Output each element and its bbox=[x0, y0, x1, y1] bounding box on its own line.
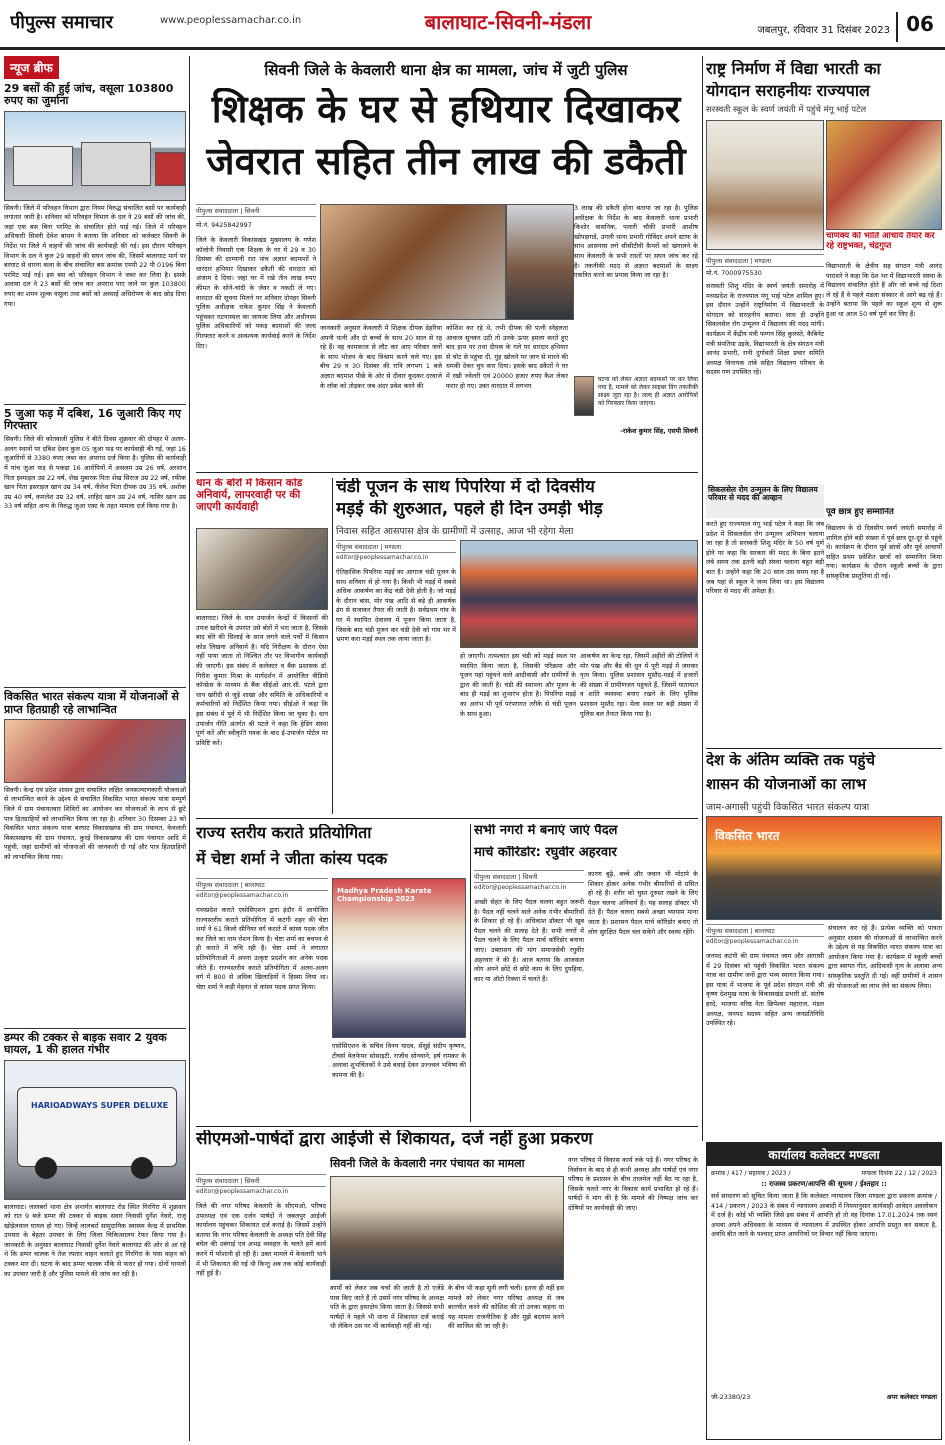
sp-portrait-photo bbox=[574, 376, 594, 416]
bus-accident-photo bbox=[4, 1060, 186, 1200]
notice-footer-ref: जी-23380/23 bbox=[711, 1393, 751, 1401]
marg-byline: पीपुल्स संवाददाता | सिवनी bbox=[474, 870, 584, 883]
robbery-scene-photo bbox=[320, 204, 506, 320]
marg-email[interactable]: editor@peoplessamachar.co.in bbox=[474, 884, 567, 891]
edition-title: बालाघाट-सिवनी-मंडला bbox=[424, 10, 592, 34]
councillors-photo bbox=[330, 1176, 564, 1280]
yatra-headline-line1: देश के अंतिम व्यक्ति तक पहुंचे bbox=[706, 752, 876, 769]
dhaan-headline: धान के बोरों में किसान कोड अनिवार्य, लापरवाही पर की जाएगी कार्यवाही bbox=[196, 478, 303, 513]
yatra-col1: जनपद कटंगी की ग्राम पंचायत जाम और आगासी में 29 दिसंबर को पहुंची विकसित भारत संकल्प यात्रा का ग्रामीण जनों द्वारा भव्य स्वागत किया गया। इस यात्रा में भाजपा के पूर्व प्रदेश संगठन मंत्री श्री कृष्ण देशमुख यात्रा के विकासखंड प्रभारी डॉ. संतोष हरदे, भाजपा वरिष्ठ नेता छिपेश्वर महाराज, मंडल अध्यक्ष, जनपद सदस्य सहित अन्य जनप्रतिनिधि उपस्थित रहे। bbox=[706, 952, 824, 1028]
chandi-col3: आकर्षण का केन्द्र रहा, जिसमें अहीरों की टोलियों ने मोर पंख और बैंड की धुन में पूरी मड़ई में जमकर नृत्य किया। पुलिस प्रशासन मुस्तैद-मड़ई में हजारों की संख्या में ग्रामीणजन पहुंचते हैं, जिसमें यातायात व शांति व्यवस्था बनाए रखने के लिए पुलिस प्रशासन मुस्तैद रहा। मेला स्थल पर बड़ी संख्या में पुलिस बल तैनात किया गया है। bbox=[580, 652, 698, 718]
section-divider bbox=[196, 818, 698, 819]
ceo-col3: के बीच भी कहा सुनी लगी चली। इतना ही नहीं इस मामले को लेकर नगर परिषद अध्यक्ष से जब बातचीत करने की कोशिश की तो उनका कहना था यह मामला राजनीतिक है और मुझे बदनाम करने की साजिश की जा रही है। bbox=[448, 1284, 564, 1331]
brief-2-headline: 5 जुआ फड़ में दबिश, 16 जुआरी किए गए गिरफ्तार bbox=[4, 404, 186, 433]
dhaan-body: बालाघाट। जिले के धान उपार्जन केन्द्रों में किसानों की उपज खरीदने के उपरांत उसे बोरों में भरा जाता है, जिसके बाद बोरे की सिलाई के साथ लगने वाले पर्चों में किसान कोड लिखना अनिवार्य है। यदि निरीक्षण के दौरान ऐसा नहीं पाया जाता तो निश्चित तौर पर विभागीय कार्यवाही की जाएगी। इस संबंध में कलेक्टर व बैंक प्रशासक डॉ. गिरीश कुमार मिश्रा के मार्गदर्शन में आयोजित वीडियो कॉन्फ्रेंस के माध्यम से बैंक सीईओ आर.सी. पटले द्वारा धान खरीदी से जुड़े शाखा और समिति के अधिकारियों व कर्मचारियों को निर्देशित किया गया। सीईओ ने कहा कि इस संबंध में पूर्व में भी निर्देशित किया जा चुका है। धान उपार्जन नीति अंतर्गत श्री पटले ने कहा कि हेडिंग संस्था पूर्ण करें और स्वीकृति पत्रक के बाद ई-उपार्जन पोर्टल पर प्रविष्टि करें। bbox=[196, 614, 328, 747]
news-brief-label: न्यूज ब्रीफ bbox=[4, 56, 59, 79]
ceo-subhead: सिवनी जिले के केवलारी नगर पंचायत का मामला bbox=[330, 1157, 525, 1170]
brief-1-body: सिवनी। जिले में परिवहन विभाग द्वारा नियम विरुद्ध संचालित बसों पर कार्यवाही लगातार जारी है। शनिवार को परिवहन विभाग के दल ने 29 बसों की जांच की, जहां एक बस बिना परमिट के संचालित होते पाई गई। जिले में परिवहन अधिकारी सिवनी देवेश बाथम ने बताया कि शनिवार को कलेक्टर सिवनी के निर्देश पर जिले में वाहनों की जांच की कार्यवाही की गई। इस दौरान परिवहन विभाग के दल ने कुल 29 वाहनों की सघन जांच की, जिसमें बालाघाट मार्ग पर बरघाट से धारना कला के बीच संचालित बस क्रमांक एमपी 22 पी 0196 बिना परमिट पाई गई। इस बस को परिवहन विभाग ने जब्त कर लिया है। इसके अलावा दल ने 23 बसों की जांच कर अपराध पाए जाने पर कुल 103800 रुपए का शमन शुल्क वसूला तथा बसों को अस्थाई अधिरोपण के बाद छोड़ दिया गया। bbox=[4, 203, 186, 308]
marg-headline-line1: सभी नगरों में बनाएं जाएं पैदल bbox=[474, 824, 618, 838]
notice-ref: क्रमांक / 417 / सहायक / 2023 / bbox=[711, 1170, 791, 1177]
ceo-headline: सीएमओ-पार्षदों द्वारा आईजी से शिकायत, दर्ज नहीं हुआ प्रकरण bbox=[196, 1130, 593, 1149]
yoga-col4: विद्यालय के दो दिवसीय स्वर्ण जयंती समारोह में शामिल होने बड़ी संख्या में पूर्व छात्र दूर-दूर से पहुंचे थे। कार्यक्रम के दौरान पूर्व छात्रों और पूर्व आचार्यों सहित प्रथम प्रवेशित छात्रों को सम्मानित किया गया। कार्यक्रम के दौरान स्कूली बच्चों के द्वारा सांस्कृतिक प्रस्तुतियां दी गईं। bbox=[826, 524, 942, 580]
lead-headline-line2: जेवरात सहित तीन लाख की डकैती bbox=[206, 140, 686, 183]
ceo-byline: पीपुल्स संवाददाता | सिवनी bbox=[196, 1174, 326, 1187]
section-divider bbox=[196, 472, 698, 473]
karate-banner-text: Madhya Pradesh Karate Championship 2023 bbox=[337, 887, 432, 903]
sankalp-yatra-photo bbox=[4, 719, 186, 783]
website-link[interactable]: www.peoplessamachar.co.in bbox=[160, 15, 302, 26]
lead-col4: 3 लाख की डकैती होना बताया जा रहा है। पुलिस अधीक्षक के निर्देश के बाद केवलारी थाना प्रभारी किशोर वासनिक, पलारी चौकी प्रभारी आशीष खोपड़ागडे, उगली थाना प्रभारी गोविंदर अपने स्टाफ के साथ आसपास लगे सीसीटीवी कैमरों को खंगालने के साथ केवलारी के सभी रास्तों पर सघन जांच कर रहे हैं। तकनीकी मदद से अज्ञात बदमाशों के साक्ष्य एकत्रित करने का प्रयास किया जा रहा है। bbox=[574, 204, 698, 280]
brief-4-headline: डम्पर की टक्कर से बाइक सवार 2 युवक घायल, 1 की हालत गंभीर bbox=[4, 1028, 186, 1057]
lead-col1: जिले के केवलारी विकासखंड मुख्यालय के गणेश कॉलोनी निवासी एक शिक्षक के घर में 29 व 30 दिसंबर की दरम्यानी रात पांच अज्ञात बदमाशों ने धारदार हथियार दिखाकर डकैती की वारदात को अंजाम दे दिया। जहां घर में रखे तीन लाख रुपए कीमत के सोने-चांदी के जेवर व नकदी ले गए। वारदात की सूचना मिलने पर शनिवार दोपहर सिवनी पुलिस अधीक्षक राकेश कुमार सिंह ने केवलारी पहुंचकर घटनास्थल का जायजा लिया और अधीनस्थ पुलिस अधिकारियों को पकड़ बदमाशों की जल्द गिरफ्तार करने व आवश्यक कार्यवाई करने के निर्देश दिए। bbox=[196, 236, 316, 350]
notice-body: सर्व साधारण को सूचित किया जाता है कि कलेक्टर न्यायालय जिला मण्डला द्वारा प्रकरण क्रमांक / 414 / प्रकरण / 2023 के संबंध में न्यायालय आबादी में नियमानुसार कार्यवाही आवेदन अवलोकन में दर्ज है। कोई भी व्यक्ति जिसे इस संबंध में आपत्ति हो तो वह दिनांक 17.01.2024 तक स्वयं अथवा अपने अधिवक्ता के माध्यम से न्यायालय में उपस्थित होकर आपत्ति प्रस्तुत कर सकता है, अवधि बीत जाने के पश्चात् प्राप्त आपत्तियों पर विचार नहीं किया जाएगा। bbox=[711, 1192, 937, 1239]
buses-photo bbox=[4, 111, 186, 201]
brief-3-headline: विकसित भारत संकल्प यात्रा में योजनाओं से प्राप्त हितग्राही रहे लाभान्वित bbox=[4, 687, 186, 716]
yoga-box-head: सिकलसेल रोग उन्मूलन के लिए विद्यालय परिवार से मदद की आव्हान bbox=[706, 484, 824, 518]
chandi-subhead: निवास सहित आसपास क्षेत्र के ग्रामीणों में उत्साह, आज भी रहेगा मेला bbox=[336, 526, 574, 537]
chandi-byline: पीपुल्स संवाददाता | मण्डला bbox=[336, 540, 456, 553]
yoga-byline: पीपुल्स संवाददाता | मण्डला bbox=[706, 254, 824, 267]
lead-col2: जानकारी अनुसार केवलारी में शिक्षक दीपक डेहरिया अपनी पत्नी और दो बच्चों के साथ 20 साल से रह रहे हैं। वह कामकाज से लौट कर आए परिवार जनों के साथ भोजन के बाद विश्राम करने चले गए। इस बीच 29 व 30 दिसंबर की रात्रि लगभग 1 बजे अज्ञात बदमाश पीछे के ओर से दीवार कूदकर दरवाजे के लॉक को तोड़कर जब अंदर प्रवेश करने की bbox=[320, 324, 442, 390]
bus-livery-text: HARIOADWAYS SUPER DELUXE bbox=[31, 1100, 169, 1110]
publication-logo[interactable]: पीपुल्स समाचार bbox=[10, 12, 113, 33]
yoga-headline-line2: योगदान सराहनीयः राज्यपाल bbox=[706, 82, 870, 100]
yoga-col3: करते हुए राज्यपाल मंगू भाई पटेल ने कहा कि जब प्रदेश में सिकलसेल रोग उन्मूलन अभियान चलाया जा रहा है तो सरस्वती शिशु मंदिर के 50 वर्ष पूर्ण होने पर कहा कि सरकार की मदद के बिना इतने लंबे समय तक इतनी बड़ी संस्था चलाना बहुत बड़ी बात है। उन्होंने कहा कि 20 साल उस समय रहा है जब यहां से स्कूल ने जन्म लिया था। इस विद्यालय परिवार से मदद की अपेक्षा है। bbox=[706, 520, 824, 596]
brief-1-headline: 29 बसों की हुई जांच, वसूला 103800 रुपए का जुर्माना bbox=[4, 82, 174, 108]
yoga-col1: सरस्वती शिशु मंदिर के स्वर्ण जयंती समारोह में मध्यप्रदेश के राज्यपाल मंगू भाई पटेल शामिल हुए। इस दौरान उन्होंने राष्ट्रनिर्माण में विद्याभारती के योगदान को सराहनीय बताया। साथ ही उन्होंने सिकलसेल रोग उन्मूलन में विद्यालय की मदद मांगी। कार्यक्रम में केंद्रीय मंत्री फग्गन सिंह कुलस्ते, कैबिनेट मंत्री संपतिया उइके, विद्याभारती के क्षेत्र संगठन मंत्री आनंद प्रभारी, रानी दुर्गावती शिक्षा प्रचार समिति अध्यक्ष विनायक तांबे सहित विद्यालय परिवार के सदस्य गण उपस्थित रहे। bbox=[706, 282, 824, 377]
karate-headline-line2: में चेष्टा शर्मा ने जीता कांस्य पदक bbox=[196, 850, 388, 868]
lead-quote: घटना को लेकर अज्ञात बदमाशों पर कर लिया गया है, मामले को लेकर साइबर विंग तकनीकी साक्ष्य जुटा रहा है। जल्द ही अज्ञात आरोपियों को गिरफ्तार किया जाएगा। bbox=[598, 376, 698, 407]
ceo-col2: कार्यों को लेकर जब चर्चा की जाती है तो एजेंडे पास किए जाते हैं तो उसमें नगर परिषद के अध्यक्ष पति के द्वारा हस्तक्षेप किया जाता है। जिससे सभी पार्षदों ने पहले भी थाना में शिकायत दर्ज कराई थी लेकिन उस पर भी कार्यवाही नहीं की गई। bbox=[330, 1284, 444, 1331]
students-stage-photo bbox=[826, 120, 942, 230]
karate-champion-photo bbox=[332, 878, 466, 1038]
column-divider bbox=[470, 824, 471, 1122]
lead-byline: पीपुल्स संवाददाता | सिवनी bbox=[196, 204, 316, 217]
section-divider bbox=[196, 1126, 698, 1127]
notice-signature: अपर कलेक्टर मण्डला bbox=[886, 1393, 937, 1401]
notice-heading: :: राजस्व प्रकरण/आपत्ति की सूचना / ईश्तहार :: bbox=[761, 1180, 887, 1188]
karate-col1: मध्यप्रदेश कराते एसोसिएशन द्वारा इंदौर में आयोजित राज्यस्तरीय कराते प्रतियोगिता में कटंगी शहर की चेष्टा शर्मा ने 61 किलो सीनियर वर्ग कराते में कांस्य पदक जीत कर जिले का नाम रोशन किया है। चेष्टा शर्मा का बचपन से ही कराते में रुचि रही है। चेष्टा शर्मा ने लगातार प्रतियोगिताओं में अपना उत्कृष्ट प्रदर्शन कर अनेक पदक जीते हैं। राज्यस्तरीय कराते प्रतियोगिता में अलग-अलग वर्ग में 800 से अधिक खिलाड़ियों ने हिस्सा लिया था। चेष्टा शर्मा ने कड़ी मेहनत से कांस्य पदक प्राप्त किया। bbox=[196, 906, 328, 991]
karate-caption: एसोसिएशन के सचिव विनय यादव, सेंसुई संदीप कृष्णन, टीचर्स वेलफेयर सोसाइटी, राजीव सोनवाने, हर्ष रामकर के अलावा शुभचिंतकों ने उसे बधाई देकर उज्ज्वल भविष्य की कामना की है। bbox=[332, 1042, 466, 1079]
karate-email[interactable]: editor@peoplessamachar.co.in bbox=[196, 892, 289, 899]
yatra-email[interactable]: editor@peoplessamachar.co.in bbox=[706, 938, 799, 945]
notice-title: कार्यालय कलेक्टर मण्डला bbox=[707, 1143, 941, 1166]
chandi-col1: ऐतिहासिक पिपरिया मड़ई का आगाज चंडी पूजन के साथ शनिवार से हो गया है। किसी भी मड़ई में सबसे अधिक आकर्षण का केंद्र चंडी देवी होती है। जो मड़ई के दौरान बांस, मोर पंख आदि से बड़े ही आकर्षक ढंग से सजाकर तैयार की जाती है। सर्वप्रथम गांव के घर में स्थापित देवालय में पूजन किया जाता है, जिसके बाद चंडी पूजन कर चंडी देवी को गांव भर में भ्रमण करा मड़ई स्थल तक लाया जाता है। bbox=[336, 568, 456, 644]
ceo-col4: नगर परिषद में विकास कार्य रुके पड़े हैं। नगर परिषद के निर्वाचन के बाद से ही कभी अध्यक्ष और पार्षदों एवं नगर परिषद के प्रशासन के बीच तालमेल नहीं बैठ पा रहा है, जिसके चलते नगर के विकास कार्य प्रभावित हो रहे हैं। पार्षदों ने मांग की है कि मामले की निष्पक्ष जांच कर दोषियों पर कार्यवाही की जाए। bbox=[568, 1156, 698, 1212]
lead-mobile: मो.नं. 9425842997 bbox=[196, 221, 252, 229]
ceo-email[interactable]: editor@peoplessamachar.co.in bbox=[196, 1188, 289, 1195]
ceo-col1: जिले की नगर परिषद केवलारी के सीएमओ, परिषद उपाध्यक्ष एवं एक दर्जन पार्षदों ने जबलपुर आईजी कार्यालय पहुंचकर शिकायत दर्ज कराई है। जिसमें उन्होंने बताया कि नगर परिषद केवलारी के अध्यक्ष पति देवी सिंह बघेल की दबंगाई एवं अभद्र व्यवहार के चलते हमें कार्य करने में परेशानी हो रही है। उक्त मामले में केवलारी थाने में भी शिकायत की गई थी किन्तु अब तक कोई कार्यवाही नहीं हुई है। bbox=[196, 1202, 326, 1278]
yatra-headline-line2: शासन की योजनाओं का लाभ bbox=[706, 776, 867, 793]
yoga-alumni-head: पूर्व छात्र हुए सम्मानित bbox=[826, 508, 894, 517]
yoga-mobile: मो.नं. 7000975530 bbox=[706, 269, 762, 277]
brief-3-body: सिवनी। केन्द्र एवं प्रदेश शासन द्वारा संचालित लक्षित जनकल्याणकारी योजनाओं से लाभान्वित करने के उद्देश्य से संचालित विकसित भारत संकल्प यात्रा सम्पूर्ण जिले में ग्राम पंचायतवार शिविरों का आयोजन कर योजनाओं के लाभ से छूटे पात्र हितग्राहियों को लाभान्वित किया जा रहा है। शनिवार 30 दिसम्बर 23 को विकसित भारत संकल्प यात्रा बरघाट विकासखण्ड की ग्राम पंचायत, केवलारी विकासखण्ड की ग्राम पंचायत, कुरई विकासखण्ड की ग्राम पंचायत आदि में पहुंची, जहां ग्रामीणों को योजनाओं की जानकारी दी गई और पात्र हितग्राहियों को लाभान्वित किया गया। bbox=[4, 785, 186, 862]
lead-headline-line1: शिक्षक के घर से हथियार दिखाकर bbox=[211, 88, 681, 131]
victim-portrait-photo bbox=[506, 204, 574, 320]
lead-kicker: सिवनी जिले के केवलारी थाना क्षेत्र का मामला, जांच में जुटी पुलिस bbox=[264, 61, 628, 79]
issue-date: जबलपुर, रविवार 31 दिसंबर 2023 bbox=[757, 25, 890, 36]
yoga-subhead: सरस्वती स्कूल के स्वर्ण जयंती में पहुंचे मंगू भाई पटेल bbox=[706, 105, 867, 115]
yoga-side-head: चाणक्य की भांति आचार्य तैयार कर रहे राष्ट्रभक्त, चंद्रगुप्त bbox=[826, 232, 935, 251]
lead-quote-author: -राकेश कुमार सिंह, एसपी सिवनी bbox=[620, 427, 698, 435]
collector-notice bbox=[706, 1142, 942, 1440]
brief-2-body: सिवनी। जिले की कोतवाली पुलिस ने बीते दिवस शुक्रवार की दोपहर में अलग-अलग स्थानों पर दबिश देकर कुल 05 जुआ फड़ पर कार्यवाही की गई, जहां 16 जुआरियों से 3380 रुपए जब्त कर अपराध दर्ज किया है। पुलिस की कार्यवाही में पांच जुआ फड़ से पकड़ा 16 आरोपियों में असलम उम्र 26 वर्ष, अरशान पिता इस्माइल उम्र 22 वर्ष, शेख मुबारक पिता शेख सिराज उम्र 22 वर्ष, रफीक खान पिता इसराइल खान उम्र 34 वर्ष, नीलेश पिता दीपक उम्र 35 वर्ष, अशोक उम्र 40 वर्ष, कमलेश उम्र 32 वर्ष, शाहिद खान उम्र 24 वर्ष, नासिर खान उम्र 33 वर्ष सहित अन्य के विरुद्ध जुआ एक्ट के तहत मामला दर्ज किया गया है। bbox=[4, 435, 186, 511]
dumper-body: बालाघाट। लालबर्रा थाना क्षेत्र अन्तर्गत बालाघाट रोड स्थित गिरगिरा में शुक्रवार को रात 9 बजे डम्पर की टक्कर से बाइक सवार निवासी दुर्गेश नेवारे, राजू खोड़ेलवाल घायल हो गए। जिन्हें लालबर्रा सामुदायिक स्वास्थ्य केन्द्र में प्राथमिक उपचार के बेहतर उपचार के लिए जिला चिकित्सालय रेफर किया गया है। जानकारी के अनुसार बालाघाट निवासी दुर्गेश नेवारे बालाघाट की ओर से आ रहे थे कि डम्पर चालक ने तेज रफ्तार वाहन चलाते हुए गिरगिरा के पास वाहन को टक्कर मार दी। घटना के बाद डम्पर चालक मौके से फरार हो गया। दोनों घायलों का उपचार जारी है और पुलिस मामले की जांच कर रही है। bbox=[4, 1202, 186, 1278]
yatra-col2: संचालन कर रहे हैं। प्रत्येक व्यक्ति को पात्रता अनुसार शासन की योजनाओं से लाभान्वित करने के उद्देश्य से यह विकसित भारत संकल्प यात्रा का आयोजन किया गया है। कार्यक्रम में स्कूली बच्चों द्वारा स्वागत गीत, आदिवासी नृत्य के अलावा अन्य सांस्कृतिक प्रस्तुति दी गई। वहीं ग्रामीणों ने शासन की योजनाओं का लाभ लेने का संकल्प लिया। bbox=[828, 924, 942, 990]
notice-date: मण्डला दिनांक 22 / 12 / 2023 bbox=[861, 1170, 937, 1177]
karate-byline: पीपुल्स संवाददाता | बालाघाट bbox=[196, 878, 328, 891]
yatra-stage-photo bbox=[706, 816, 942, 920]
section-divider bbox=[706, 748, 942, 749]
page-number: 06 bbox=[896, 12, 942, 42]
chandi-headline-line2: मड़ई की शुरुआत, पहले ही दिन उमड़ी भीड़ bbox=[336, 500, 603, 519]
yoga-headline-line1: राष्ट्र निर्माण में विद्या भारती का bbox=[706, 60, 881, 78]
lead-col3: कोशिश कर रहे थे, तभी दीपक की पत्नी स्नेहलता आवाज सुनकर उठी तो उनके ऊपर हमला करते हुए बाद हाथ पर तथा दीपक के गले पर धारदार हथियार से चोट से पहुंचा दी, मुंह खोलने पर जान से मारने की धमकी देकर चुप करा दिया। इसके बाद डकैतों ने घर में रखी ज्वेलरी एवं 20000 हजार रुपए कैश लेकर फरार हो गए। उक्त वारदात में लगभग bbox=[446, 324, 568, 390]
news-brief-column bbox=[4, 56, 186, 1441]
yatra-byline: पीपुल्स संवाददाता | बालाघाट bbox=[706, 924, 824, 937]
madai-crowd-photo bbox=[460, 540, 698, 648]
chandi-headline-line1: चंडी पूजन के साथ पिपरिया में दो दिवसीय bbox=[336, 478, 595, 497]
marg-col2: कारण बूढ़े, बच्चे और जवान भी मोटापे के शिकार होकर अनेक गंभीर बीमारियों से ग्रसित हो रहे हैं। शरीर को चुस्त दुरुस्त रखने के लिए पैदल चलना अनिवार्य है। यह सलाह डॉक्टर भी देते हैं। पैदल चलना सबसे अच्छा व्यायाम माना जाता है। प्रशासन पैदल मार्च कॉरिडोर बनाए तो लोग सुरक्षित पैदल चल सकेंगे और स्वस्थ रहेंगे। bbox=[588, 870, 698, 936]
masthead bbox=[0, 0, 945, 50]
yoga-col2: विद्याभारती के क्षेत्रीय सह संगठन मंत्री आनंद पाराशरे ने कहा कि देश भर में विद्याभारती संस्था के विद्यालय संचालित होते हैं और जो बच्चे नई दिशा ले रहे हैं वे पहले मंडला संस्कार से आगे बढ़ रहे हैं। उन्होंने बताया कि पहले का स्कूल शून्य से शुरू हुआ था आज 50 वर्ष पूर्ण कर लिए हैं। bbox=[826, 262, 942, 318]
marg-headline-line2: मार्च कॉरिडोर: रघुवीर अहरवार bbox=[474, 846, 617, 860]
column-divider bbox=[332, 478, 333, 814]
governor-photo bbox=[706, 120, 824, 250]
chandi-col2: हो जाएगी। तत्पश्चात इस चंडी को मड़ई स्थल पर स्थापित किया जाता है, जिसकी परिक्रमा और पूजन यहां पहुंचने वाले आदीवासी और ग्रामीणों के द्वारा की जाती है। चंडी की स्थापना और पूजन के बाद ही मड़ई का शुभारंभ होता है। पिपरिया मड़ई का आरंभ भी पूर्व परंपरागत तरीके से चंडी पूजन के साथ हुआ। bbox=[460, 652, 576, 718]
column-divider bbox=[189, 56, 190, 1441]
column-divider bbox=[702, 56, 703, 1141]
chandi-email[interactable]: editor@peoplessamachar.co.in bbox=[336, 554, 429, 561]
dhaan-meeting-photo bbox=[196, 528, 328, 610]
yatra-subhead: जाम-अगासी पहुंची विकसित भारत संकल्प यात्रा bbox=[706, 802, 870, 813]
marg-col1: अच्छी सेहत के लिए पैदल चलना बहुत जरूरी है। पैदल नहीं चलने वाले अनेक गंभीर बीमारियों के शिकार हो रहे हैं। अधिकांश डॉक्टर भी खूब पैदल चलने की सलाह देते हैं। सभी नगरों में पैदल चलने के लिए पैदल मार्च कॉरिडोर बनाया जाए। उक्ताशय की मांग समाजसेवी रघुवीर अहरवार ने की है। आज बताया कि आजकल लोग अपने छोटे से छोटे काम के लिए दुपहिया, कार या ऑटो रिक्शा में चलते हैं। bbox=[474, 898, 584, 983]
karate-headline-line1: राज्य स्तरीय कराते प्रतियोगिता bbox=[196, 824, 372, 842]
yatra-banner-text: विकसित भारत bbox=[715, 829, 780, 843]
